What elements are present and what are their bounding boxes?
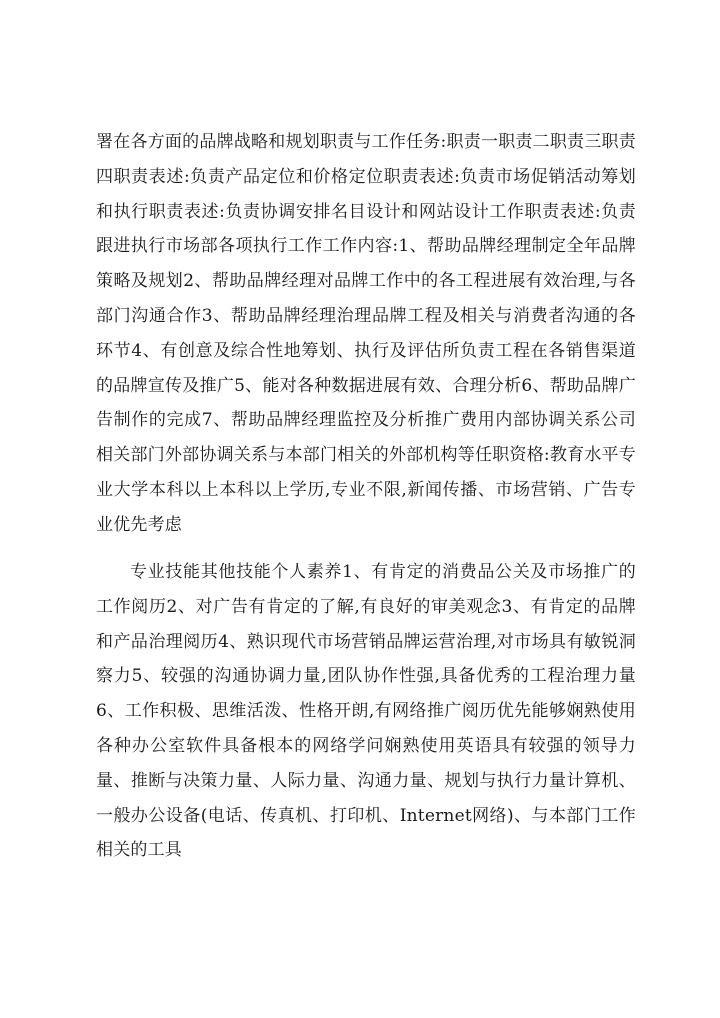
paragraph-job-responsibilities: 署在各方面的品牌战略和规划职责与工作任务:职责一职责二职责三职责四职责表述:负责产品定位和价格定位职责表述:负责市场促销活动筹划和执行职责表述:负责协调安排名目设计和网站设计工作职责表述:负责跟进执行市场部各项执行工作工作内容:1、帮助品牌经理制定全年品牌策略及规划2、帮助品牌经理对品牌工作中的各工程进展有效治理,与各部门沟通合作3、帮助品牌经理治理品牌工程及相关与消费者沟通的各环节4、有创意及综合性地筹划、执行及评估所负责工程在各销售渠道的品牌宣传及推广5、能对各种数据进展有效、合理分析6、帮助品牌广告制作的完成7、帮助品牌经理监控及分析推广费用内部协调关系公司相关部门外部协调关系与本部门相关的外部机构等任职资格:教育水平专业大学本科以上本科以上学历,专业不限,新闻传播、市场营销、广告专业优先考虑 bbox=[96, 132, 636, 535]
paragraph-skills-requirements: 专业技能其他技能个人素养1、有肯定的消费品公关及市场推广的工作阅历2、对广告有肯定的了解,有良好的审美观念3、有肯定的品牌和产品治理阅历4、熟识现代市场营销品牌运营治理,对市场具有敏锐洞察力5、较强的沟通协调力量,团队协作性强,具备优秀的工程治理力量6、工作积极、思维活泼、性格开朗,有网络推广阅历优先能够娴熟使用各种办公室软件具备根本的网络学问娴熟使用英语具有较强的领导力量、推断与决策力量、人际力量、沟通力量、规划与执行力量计算机、一般办公设备(电话、传真机、打印机、Internet网络)、与本部门工作相关的工具 bbox=[96, 562, 636, 861]
